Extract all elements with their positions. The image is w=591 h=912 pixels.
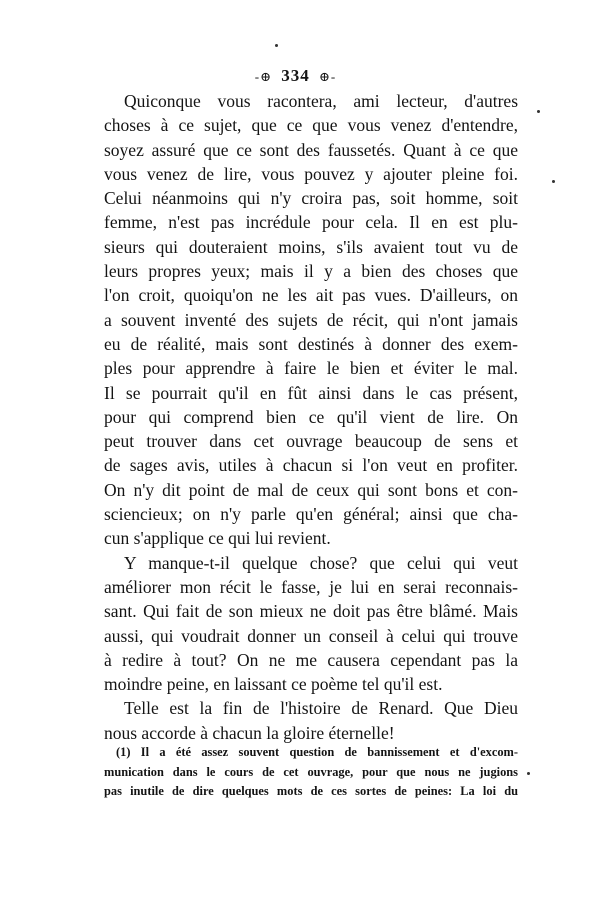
body-text: [104, 89, 518, 745]
text-line: à redire à tout? On ne me causera cependant pas la: [104, 649, 518, 670]
text-line: améliorer mon récit le fasse, je lui en serai reconnais-: [104, 576, 518, 597]
text-line: nous accorde à chacun la gloire éternelle!: [104, 722, 395, 743]
text-line: cun s'applique ce qui lui revient.: [104, 528, 331, 549]
footnote-line: (1) Il a été assez souvent question de bannissement et d'excom-: [116, 745, 518, 759]
ink-speck: [552, 180, 555, 183]
text-line: On n'y dit point de mal de ceux qui sont bons et con-: [104, 479, 518, 500]
text-line: peut trouver dans cet ouvrage beaucoup de sens et: [104, 431, 518, 452]
text-line: Celui néanmoins qui n'y croira pas, soit homme, soit: [104, 188, 518, 209]
text-line: sieurs qui douteraient moins, s'ils avaient tout vu de: [104, 236, 518, 257]
text-line: Il se pourrait qu'il en fût ainsi dans le cas présent,: [104, 382, 518, 403]
footnote: [104, 743, 518, 802]
text-line: soyez assuré que ce sont des faussetés. Quant à ce que: [104, 139, 518, 160]
ornament-left: -⊕: [254, 69, 272, 85]
text-line: Telle est la fin de l'histoire de Renard. Que Dieu: [124, 698, 518, 719]
ink-speck: [537, 110, 540, 113]
text-line: leurs propres yeux; mais il y a bien des choses que: [104, 261, 518, 282]
page-header: [0, 66, 591, 86]
text-line: l'on croit, quoiqu'on ne les ait pas vues. D'ailleurs, on: [104, 285, 518, 306]
text-line: de sages avis, utiles à chacun si l'on veut en profiter.: [104, 455, 518, 476]
text-line: vous venez de lire, vous pouvez y ajouter pleine foi.: [104, 163, 518, 184]
text-line: femme, n'est pas incrédule pour cela. Il en est plu-: [104, 212, 518, 233]
text-line: a souvent inventé des sujets de récit, qui n'ont jamais: [104, 309, 518, 330]
footnote-line: munication dans le cours de cet ouvrage, pour que nous ne jugions: [104, 764, 518, 779]
ink-speck: [275, 44, 278, 47]
page-number: 334: [281, 66, 310, 85]
ornament-right: ⊕-: [319, 69, 337, 85]
text-line: pour qui comprend bien ce qu'il vient de lire. On: [104, 406, 518, 427]
text-line: aussi, qui voudrait donner un conseil à celui qui trouve: [104, 625, 518, 646]
text-line: sant. Qui fait de son mieux ne doit pas être blâmé. Mais: [104, 601, 518, 622]
text-line: Quiconque vous racontera, ami lecteur, d'autres: [124, 91, 518, 111]
text-line: sciencieux; on n'y parle qu'en général; ainsi que cha-: [104, 504, 518, 525]
text-line: ples pour apprendre à faire le bien et éviter le mal.: [104, 358, 518, 379]
text-line: Y manque-t-il quelque chose? que celui qui veut: [124, 552, 518, 573]
text-line: eu de réalité, mais sont destinés à donner des exem-: [104, 333, 518, 354]
text-line: choses à ce sujet, que ce que vous venez d'entendre,: [104, 115, 518, 136]
footnote-line: pas inutile de dire quelques mots de ces sortes de peines: La loi du: [104, 784, 518, 798]
ink-speck: [527, 772, 530, 775]
text-line: moindre peine, en laissant ce poème tel qu'il est.: [104, 674, 443, 695]
